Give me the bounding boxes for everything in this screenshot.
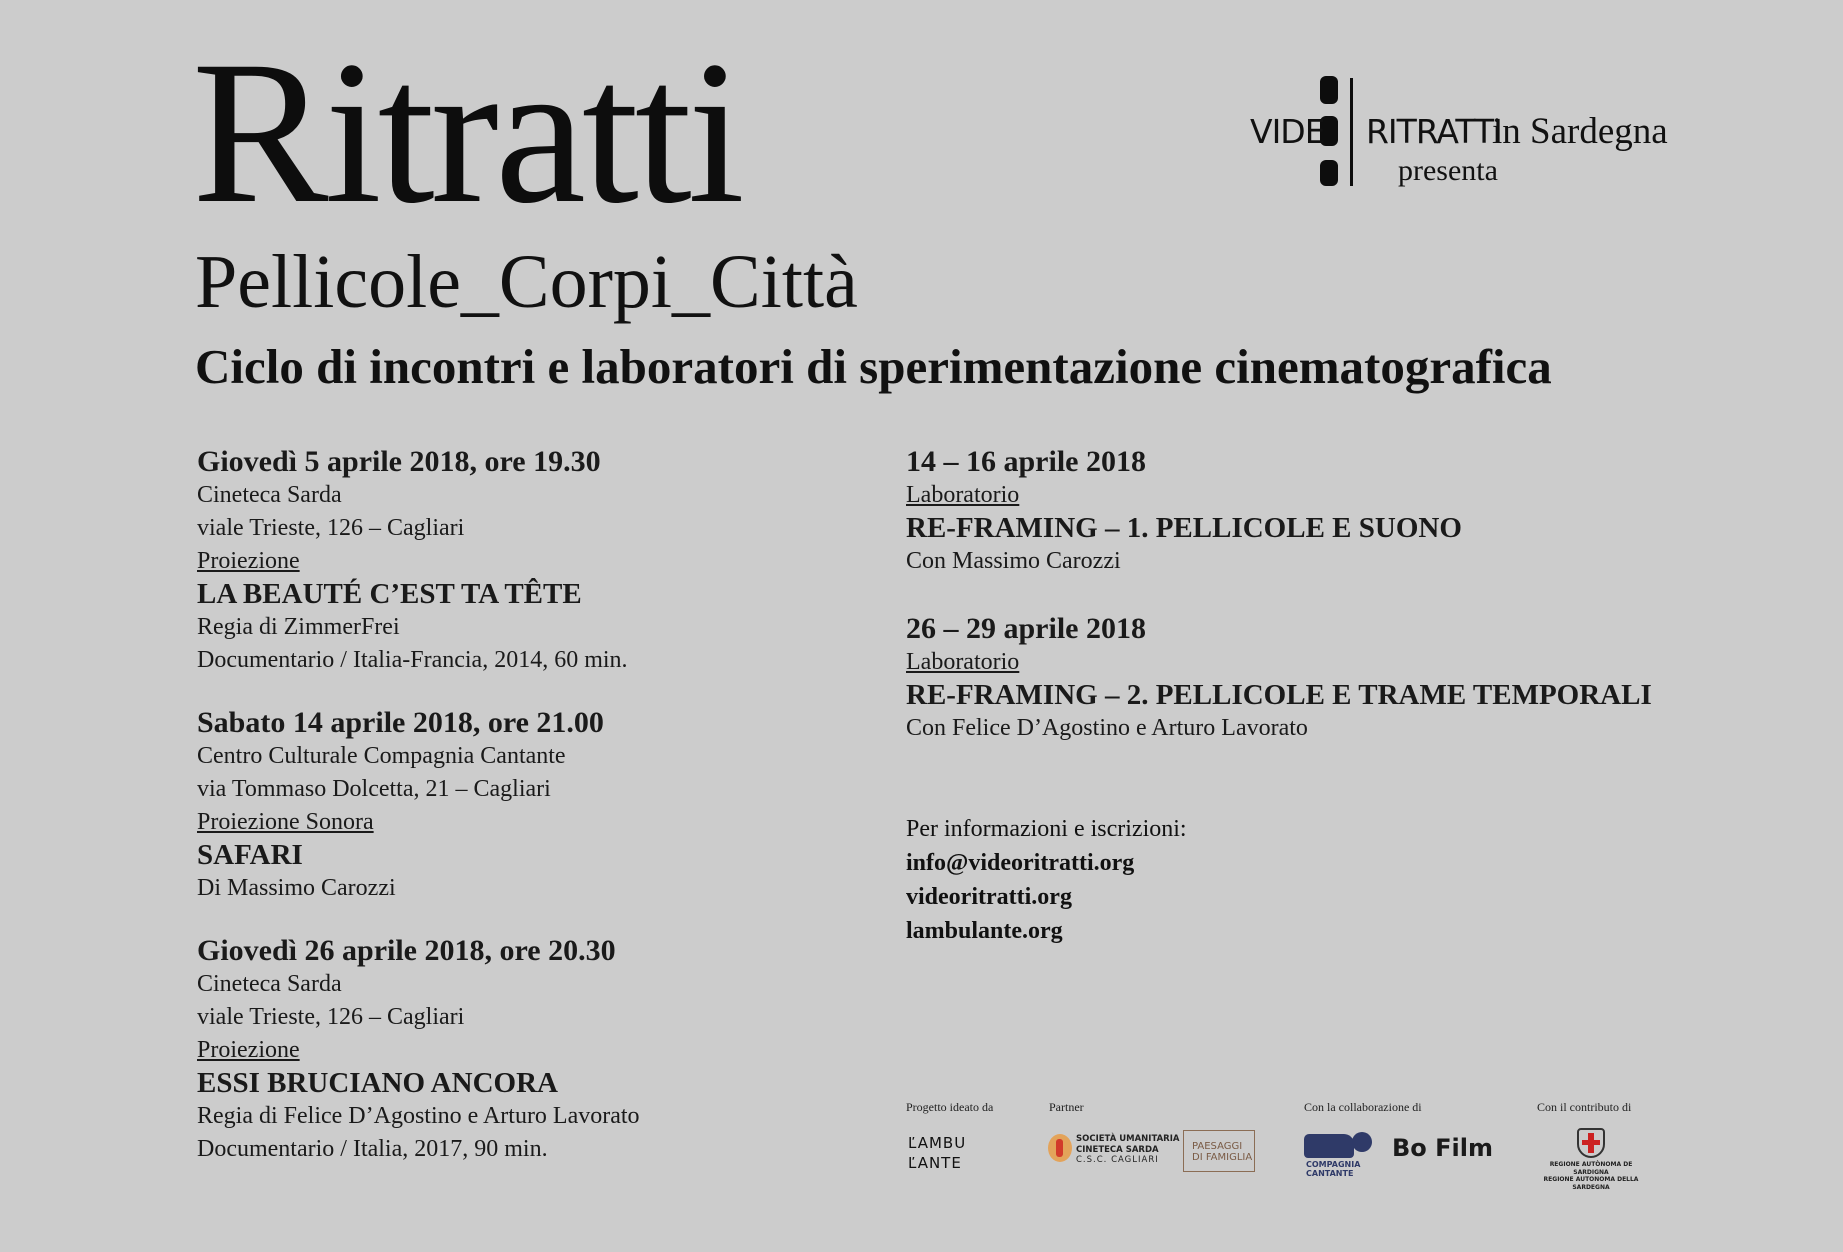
lambulante-logo-line2: ĽANTE xyxy=(908,1154,962,1172)
event-type: Proiezione xyxy=(197,1037,300,1063)
regione-sardegna-logo xyxy=(1535,1128,1647,1191)
subtitle: Pellicole_Corpi_Città xyxy=(195,240,858,324)
lambulante-logo xyxy=(906,1128,976,1178)
workshop-title: RE-FRAMING – 1. PELLICOLE E SUONO xyxy=(906,512,1462,544)
event-info: Documentario / Italia, 2017, 90 min. xyxy=(197,1136,548,1162)
event-address: via Tommaso Dolcetta, 21 – Cagliari xyxy=(197,776,551,802)
paesaggi-di-famiglia-logo xyxy=(1183,1130,1255,1172)
compagnia-cantante-logo xyxy=(1302,1132,1372,1176)
event-film-title: LA BEAUTÉ C’EST TA TÊTE xyxy=(197,578,582,610)
event-film-title: SAFARI xyxy=(197,839,303,871)
coat-of-arms-icon xyxy=(1577,1128,1605,1158)
workshop-date: 14 – 16 aprile 2018 xyxy=(906,445,1146,478)
workshop-credit: Con Felice D’Agostino e Arturo Lavorato xyxy=(906,715,1308,741)
footer-collab-label: Con la collaborazione di xyxy=(1304,1100,1422,1114)
event-address: viale Trieste, 126 – Cagliari xyxy=(197,1004,465,1030)
paesaggi-di-famiglia-text: PAESAGGI DI FAMIGLIA xyxy=(1192,1141,1253,1163)
event-address: viale Trieste, 126 – Cagliari xyxy=(197,515,465,541)
event-credit: Regia di Felice D’Agostino e Arturo Lavorato xyxy=(197,1103,640,1129)
compagnia-cantante-text: COMPAGNIA CANTANTE xyxy=(1306,1160,1361,1178)
brand-name-part2: RITRATTI xyxy=(1366,112,1502,151)
event-block xyxy=(197,445,837,677)
societa-umanitaria-logo xyxy=(1048,1132,1180,1168)
event-date: Giovedì 26 aprile 2018, ore 20.30 xyxy=(197,934,616,967)
contact-info xyxy=(906,812,1187,948)
event-venue: Cineteca Sarda xyxy=(197,482,342,508)
lambulante-logo-line1: ĽAMBU xyxy=(908,1134,967,1152)
brand-presents: presenta xyxy=(1398,154,1498,187)
societa-umanitaria-text: SOCIETÀ UMANITARIA CINETECA SARDA C.S.C. CAGLIARI xyxy=(1076,1134,1180,1165)
event-venue: Cineteca Sarda xyxy=(197,971,342,997)
videoritratti-link[interactable]: videoritratti.org xyxy=(906,884,1072,910)
regione-sardegna-text: REGIONE AUTÒNOMA DE SARDIGNA REGIONE AUTONOMA DELLA SARDEGNA xyxy=(1543,1161,1639,1191)
workshop-date: 26 – 29 aprile 2018 xyxy=(906,612,1146,645)
workshop-block xyxy=(906,445,1666,578)
event-type: Proiezione xyxy=(197,548,300,574)
footer-partner-label: Partner xyxy=(1049,1100,1084,1114)
event-credit: Regia di ZimmerFrei xyxy=(197,614,400,640)
event-venue: Centro Culturale Compagnia Cantante xyxy=(197,743,566,769)
societa-umanitaria-icon xyxy=(1048,1134,1072,1162)
workshop-title: RE-FRAMING – 2. PELLICOLE E TRAME TEMPORALI xyxy=(906,679,1652,711)
brand-name-part1: VIDE xyxy=(1250,112,1325,151)
tagline: Ciclo di incontri e laboratori di sperimentazione cinematografica xyxy=(195,339,1552,394)
event-type: Proiezione Sonora xyxy=(197,809,374,835)
lambulante-link[interactable]: lambulante.org xyxy=(906,918,1063,944)
footer-contrib-label: Con il contributo di xyxy=(1537,1100,1632,1114)
bo-film-logo: Bo Film xyxy=(1392,1134,1493,1162)
workshops-column xyxy=(906,445,1666,779)
brand-region: in Sardegna xyxy=(1492,111,1668,152)
event-date: Giovedì 5 aprile 2018, ore 19.30 xyxy=(197,445,601,478)
contact-label: Per informazioni e iscrizioni: xyxy=(906,816,1187,842)
event-film-title: ESSI BRUCIANO ANCORA xyxy=(197,1067,558,1099)
workshop-block xyxy=(906,612,1666,745)
van-icon xyxy=(1304,1134,1354,1158)
film-reel-icon xyxy=(1352,1132,1372,1152)
event-date: Sabato 14 aprile 2018, ore 21.00 xyxy=(197,706,604,739)
event-block xyxy=(197,706,837,905)
workshop-type: Laboratorio xyxy=(906,649,1020,675)
event-block xyxy=(197,934,837,1166)
event-credit: Di Massimo Carozzi xyxy=(197,875,396,901)
footer-idea-label: Progetto ideato da xyxy=(906,1100,994,1114)
event-info: Documentario / Italia-Francia, 2014, 60 min. xyxy=(197,647,628,673)
workshop-type: Laboratorio xyxy=(906,482,1020,508)
contact-email-link[interactable]: info@videoritratti.org xyxy=(906,850,1135,876)
videoritratti-logo xyxy=(1250,76,1668,190)
workshop-credit: Con Massimo Carozzi xyxy=(906,548,1121,574)
main-title: Ritratti xyxy=(192,19,741,246)
screenings-column xyxy=(197,445,837,1195)
film-strip-icon xyxy=(1320,76,1360,190)
